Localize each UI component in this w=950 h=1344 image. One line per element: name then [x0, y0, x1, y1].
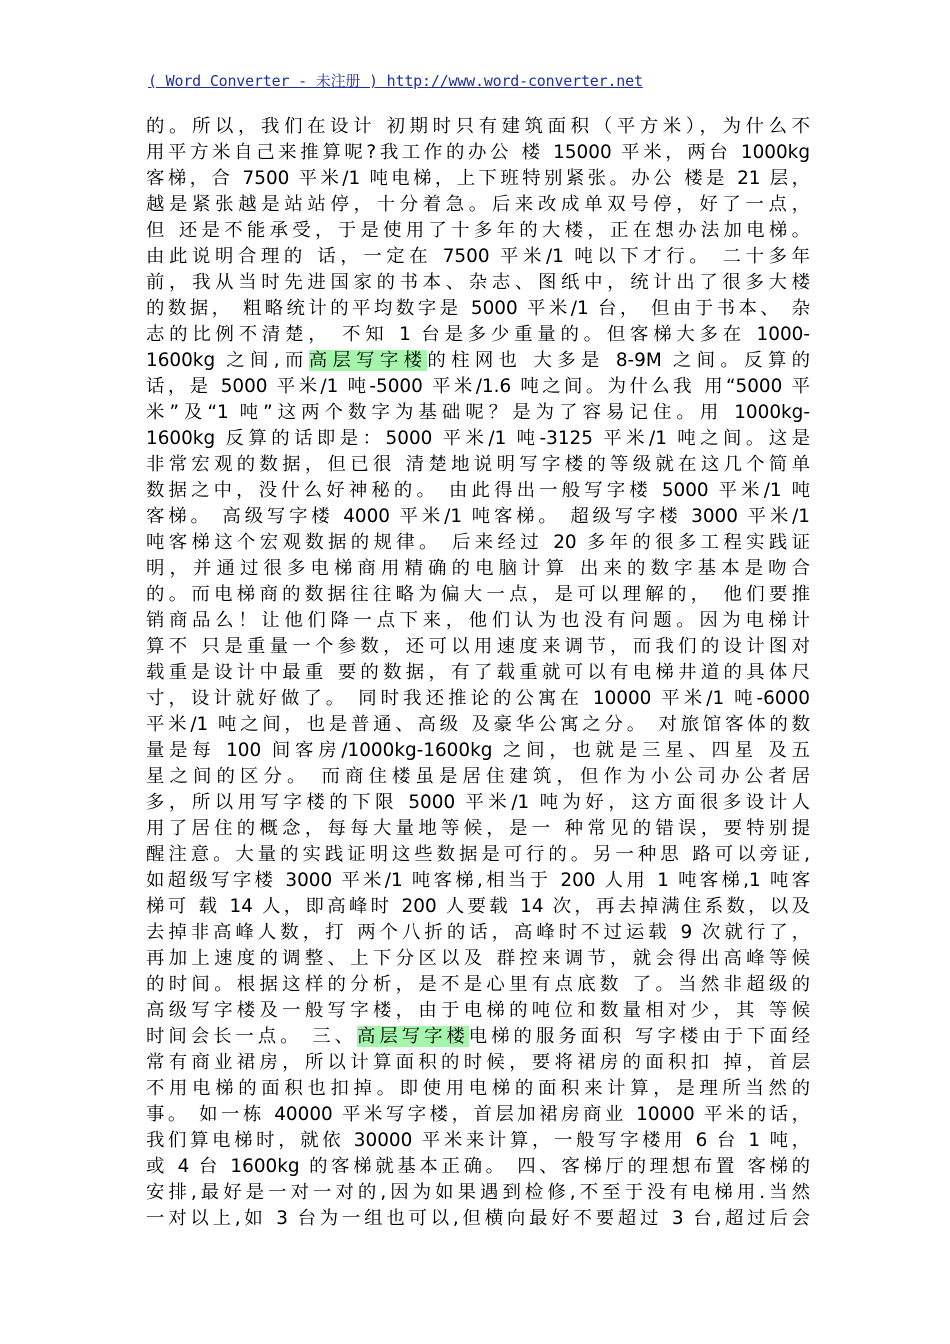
- text-line: [146, 504, 810, 530]
- text-segment: 去掉非高峰人数，打 两个八折的话，高峰时不过运载 9 次就行了，: [146, 922, 810, 943]
- text-line: [146, 1024, 810, 1050]
- text-line: [146, 790, 810, 816]
- text-segment: 非常宏观的数据，但已很 清楚地说明写字楼的等级就在这几个简单: [146, 454, 810, 475]
- text-line: [146, 478, 810, 504]
- text-segment: 吨客梯这个宏观数据的规律。 后来经过 20 多年的很多工程实践证: [146, 532, 810, 553]
- text-segment: 时间会长一点。 三、: [146, 1026, 358, 1047]
- text-segment: 明，并通过很多电梯商用精确的电脑计算 出来的数字基本是吻合: [146, 558, 810, 579]
- text-segment: 量是每 100 间客房/1000kg-1600kg 之间，也就是三星、四星 及五: [146, 740, 810, 761]
- text-line: [146, 426, 810, 452]
- text-segment: 志的比例不清楚， 不知 1 台是多少重量的。但客梯大多在 1000-: [146, 324, 810, 345]
- text-line: [146, 686, 810, 712]
- text-segment: 一对以上,如 3 台为一组也可以,但横向最好不要超过 3 台,超过后会: [146, 1208, 810, 1229]
- text-line: [146, 608, 810, 634]
- text-segment: 再加上速度的调整、上下分区以及 群控来调节，就会得出高峰等候: [146, 948, 810, 969]
- text-segment: 梯可 载 14 人，即高峰时 200 人要载 14 次，再去掉满住系数，以及: [146, 896, 810, 917]
- text-line: [146, 660, 810, 686]
- text-line: [146, 842, 810, 868]
- text-line: [146, 1050, 810, 1076]
- text-line: [146, 452, 810, 478]
- text-line: [146, 374, 810, 400]
- document-body: [146, 114, 810, 1232]
- text-segment: 或 4 台 1600kg 的客梯就基本正确。 四、客梯厅的理想布置 客梯的: [146, 1156, 810, 1177]
- text-line: [146, 270, 810, 296]
- text-line: [146, 400, 810, 426]
- text-segment: 用平方米自己来推算呢?我工作的办公 楼 15000 平米，两台 1000kg: [146, 142, 810, 163]
- text-segment: 星之间的区分。 而商住楼虽是居住建筑，但作为小公司办公者居: [146, 766, 810, 787]
- text-segment: 的数据， 粗略统计的平均数字是 5000 平米/1 台， 但由于书本、 杂: [146, 298, 810, 319]
- text-segment: 的。所以，我们在设计 初期时只有建筑面积（平方米），为什么不: [146, 116, 810, 137]
- text-line: [146, 556, 810, 582]
- text-segment: 如超级写字楼 3000 平米/1 吨客梯,相当于 200 人用 1 吨客梯,1 吨客: [146, 870, 810, 891]
- text-segment: 寸，设计就好做了。 同时我还推论的公寓在 10000 平米/1 吨-6000: [146, 688, 810, 709]
- text-line: [146, 114, 810, 140]
- text-segment: 的。而电梯商的数据往往略为偏大一点，是可以理解的， 他们要推: [146, 584, 810, 605]
- text-line: [146, 218, 810, 244]
- text-segment: 但 还是不能承受，于是使用了十多年的大楼，正在想办法加电梯。: [146, 220, 810, 241]
- text-segment: 话，是 5000 平米/1 吨-5000 平米/1.6 吨之间。为什么我 用“5000 平: [146, 376, 810, 397]
- converter-watermark-link[interactable]: ( Word Converter - 未注册 ) http://www.word-converter.net: [148, 72, 643, 90]
- text-line: [146, 192, 810, 218]
- text-segment: 的柱网也 大多是 8-9M 之间。反算的: [427, 350, 810, 371]
- text-segment: 醒注意。大量的实践证明这些数据是可行的。另一种思 路可以旁证,: [146, 844, 810, 865]
- text-line: [146, 1128, 810, 1154]
- text-segment: 电梯的服务面积 写字楼由于下面经: [468, 1026, 810, 1047]
- text-line: [146, 920, 810, 946]
- text-segment: 高级写字楼及一般写字楼，由于电梯的吨位和数量相对少，其 等候: [146, 1000, 810, 1021]
- highlighted-keyword: 高层写字楼: [357, 1026, 469, 1047]
- text-segment: 安排,最好是一对一对的,因为如果遇到检修,不至于没有电梯用.当然: [146, 1182, 810, 1203]
- text-segment: 客梯。 高级写字楼 4000 平米/1 吨客梯。 超级写字楼 3000 平米/1: [146, 506, 810, 527]
- text-segment: 越是紧张越是站站停，十分着急。后来改成单双号停，好了一点，: [146, 194, 810, 215]
- text-line: [146, 972, 810, 998]
- text-line: [146, 634, 810, 660]
- text-line: [146, 140, 810, 166]
- text-line: [146, 738, 810, 764]
- text-line: [146, 1102, 810, 1128]
- text-line: [146, 244, 810, 270]
- text-line: [146, 764, 810, 790]
- text-line: [146, 816, 810, 842]
- text-line: [146, 322, 810, 348]
- text-segment: 的时间。根据这样的分析，是不是心里有点底数 了。当然非超级的: [146, 974, 810, 995]
- text-segment: 载重是设计中最重 要的数据，有了载重就可以有电梯井道的具体尺: [146, 662, 810, 683]
- text-segment: 客梯，合 7500 平米/1 吨电梯，上下班特别紧张。办公 楼是 21 层，: [146, 168, 810, 189]
- text-line: [146, 868, 810, 894]
- highlighted-keyword: 高层写字楼: [308, 350, 428, 371]
- text-line: [146, 582, 810, 608]
- text-segment: 我们算电梯时，就依 30000 平米来计算，一般写字楼用 6 台 1 吨，: [146, 1130, 810, 1151]
- text-segment: 不用电梯的面积也扣掉。即使用电梯的面积来计算，是理所当然的: [146, 1078, 810, 1099]
- text-line: [146, 530, 810, 556]
- text-segment: 销商品么！让他们降一点下来，他们认为也没有问题。因为电梯计: [146, 610, 810, 631]
- text-line: [146, 894, 810, 920]
- text-line: [146, 712, 810, 738]
- text-line: [146, 1154, 810, 1180]
- text-segment: 常有商业裙房，所以计算面积的时候，要将裙房的面积扣 掉，首层: [146, 1052, 810, 1073]
- text-line: [146, 1180, 810, 1206]
- text-segment: 1600kg 反算的话即是：5000 平米/1 吨-3125 平米/1 吨之间。这是: [146, 428, 810, 449]
- text-line: [146, 348, 810, 374]
- text-line: [146, 296, 810, 322]
- text-segment: 多，所以用写字楼的下限 5000 平米/1 吨为好，这方面很多设计人: [146, 792, 810, 813]
- text-segment: 数据之中，没什么好神秘的。 由此得出一般写字楼 5000 平米/1 吨: [146, 480, 810, 501]
- text-segment: 米”及“1 吨”这两个数字为基础呢？是为了容易记住。用 1000kg-: [146, 402, 810, 423]
- text-line: [146, 946, 810, 972]
- text-segment: 用了居住的概念，每每大量地等候，是一 种常见的错误，要特别提: [146, 818, 810, 839]
- text-line: [146, 998, 810, 1024]
- text-segment: 平米/1 吨之间，也是普通、高级 及豪华公寓之分。 对旅馆客体的数: [146, 714, 810, 735]
- text-segment: 前，我从当时先进国家的书本、杂志、图纸中，统计出了很多大楼: [146, 272, 810, 293]
- text-segment: 事。 如一栋 40000 平米写字楼，首层加裙房商业 10000 平米的话，: [146, 1104, 810, 1125]
- text-line: [146, 166, 810, 192]
- text-segment: 算不 只是重量一个参数，还可以用速度来调节，而我们的设计图对: [146, 636, 810, 657]
- text-line: [146, 1206, 810, 1232]
- text-segment: 由此说明合理的 话，一定在 7500 平米/1 吨以下才行。 二十多年: [146, 246, 810, 267]
- text-line: [146, 1076, 810, 1102]
- text-segment: 1600kg 之间,而: [146, 350, 309, 371]
